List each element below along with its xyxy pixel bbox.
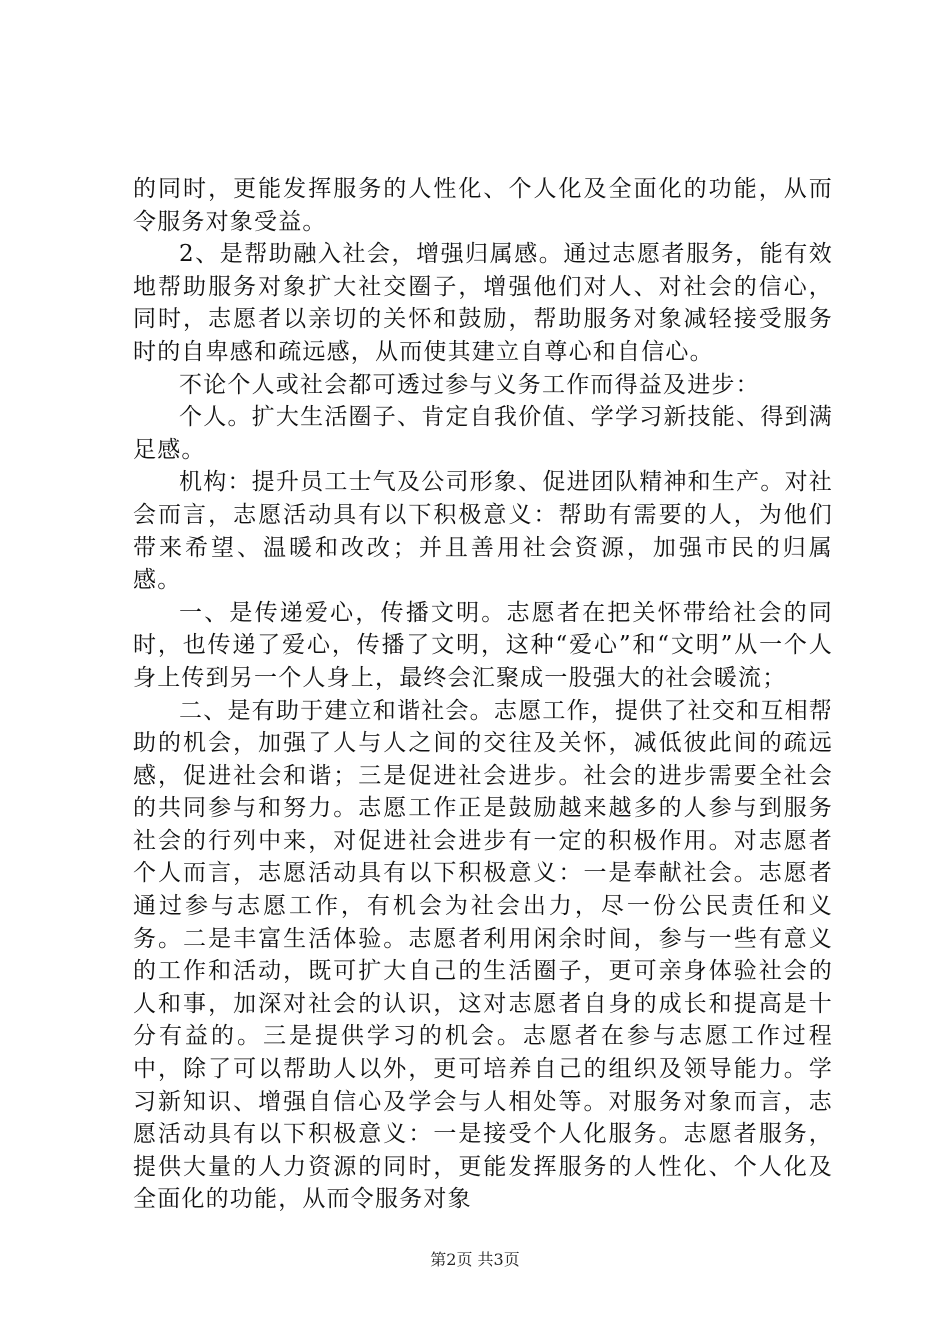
paragraph-7: 二、是有助于建立和谐社会。志愿工作，提供了社交和互相帮助的机会，加强了人与人之间的交往及关怀，减低彼此间的疏远感，促进社会和谐；三是促进社会进步。社会的进步需要全社会的共同参与和努力。志愿工作正是鼓励越来越多的人参与到服务社会的行列中来，对促进社会进步有一定的积极作用。对志愿者个人而言，志愿活动具有以下积极意义：一是奉献社会。志愿者通过参与志愿工作，有机会为社会出力，尽一份公民责任和义务。二是丰富生活体验。志愿者利用闲余时间，参与一些有意义的工作和活动，既可扩大自己的生活圈子，更可亲身体验社会的人和事，加深对社会的认识，这对志愿者自身的成长和提高是十分有益的。三是提供学习的机会。志愿者在参与志愿工作过程中，除了可以帮助人以外，更可培养自己的组织及领导能力。学习新知识、增强自信心及学会与人相处等。对服务对象而言，志愿活动具有以下积极意义：一是接受个人化服务。志愿者服务，提供大量的人力资源的同时，更能发挥服务的人性化、个人化及全面化的功能，从而令服务对象 bbox=[133, 697, 833, 1213]
document-body bbox=[133, 173, 833, 1216]
paragraph-5: 机构：提升员工士气及公司形象、促进团队精神和生产。对社会而言，志愿活动具有以下积极意义：帮助有需要的人，为他们带来希望、温暖和改改；并且善用社会资源，加强市民的归属感。 bbox=[133, 469, 833, 594]
paragraph-3: 不论个人或社会都可透过参与义务工作而得益及进步： bbox=[179, 371, 760, 398]
page-number-footer: 第2页 共3页 bbox=[430, 1250, 520, 1269]
paragraph-2: 2、是帮助融入社会，增强归属感。通过志愿者服务，能有效地帮助服务对象扩大社交圈子，增强他们对人、对社会的信心，同时，志愿者以亲切的关怀和鼓励，帮助服务对象减轻接受服务时的自卑感和疏远感，从而使其建立自尊心和自信心。 bbox=[133, 241, 833, 365]
paragraph-6: 一、是传递爱心，传播文明。志愿者在把关怀带给社会的同时，也传递了爱心，传播了文明，这种“爱心”和“文明”从一个人身上传到另一个人身上，最终会汇聚成一股强大的社会暖流； bbox=[133, 599, 833, 691]
paragraph-4: 个人。扩大生活圈子、肯定自我价值、学学习新技能、得到满足感。 bbox=[133, 404, 833, 463]
paragraph-1: 的同时，更能发挥服务的人性化、个人化及全面化的功能，从而令服务对象受益。 bbox=[133, 176, 833, 235]
